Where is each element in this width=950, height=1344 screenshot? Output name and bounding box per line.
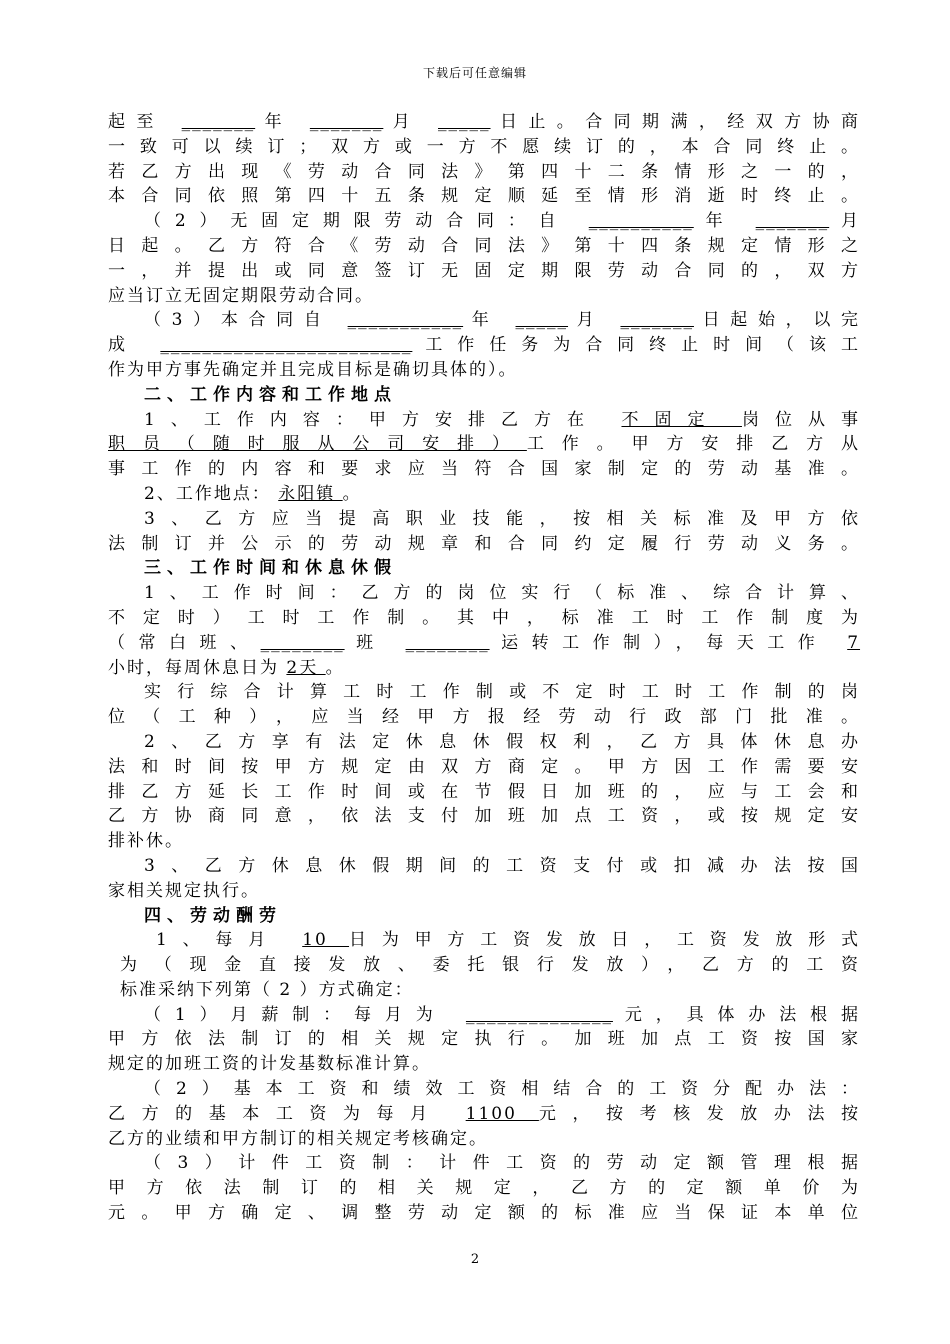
text-segment: （2）无固定期限劳动合同：自 bbox=[144, 211, 589, 232]
text-segment: 日止。合同期满，经双方协商 bbox=[490, 112, 860, 132]
text-line bbox=[108, 507, 860, 532]
text-segment: 1、每月 bbox=[156, 930, 303, 951]
text-segment: 位（工种），应当经甲方报经劳动行政部门批准。 bbox=[108, 707, 860, 728]
text-line bbox=[108, 1077, 860, 1102]
text-segment: （2）基本工资和绩效工资相结合的工资分配办法： bbox=[144, 1079, 860, 1100]
text-segment: 甲方依法制订的相关规定，乙方的定额单价为 bbox=[108, 1178, 860, 1199]
section-heading bbox=[108, 383, 860, 408]
text-line bbox=[108, 358, 860, 383]
text-segment: 3、乙方休息休假期间的工资支付或扣减办法按国 bbox=[144, 855, 860, 876]
text-line bbox=[108, 408, 860, 433]
text-segment: 小时，每周休息日为 bbox=[108, 657, 287, 678]
text-segment: 。 bbox=[342, 483, 362, 504]
text-segment: 家相关规定执行。 bbox=[108, 880, 260, 901]
underlined-field: 1100 bbox=[465, 1103, 539, 1124]
text-segment: 月 bbox=[383, 112, 439, 132]
text-segment: 一，并提出或同意签订无固定期限劳动合同的，双方 bbox=[108, 260, 860, 281]
text-line bbox=[108, 284, 860, 309]
text-segment: 元。甲方确定、调整劳动定额的标准应当保证本单位 bbox=[108, 1203, 860, 1224]
text-line bbox=[108, 879, 860, 904]
text-segment: 成 bbox=[108, 335, 161, 356]
text-segment: 四、劳动酬劳 bbox=[144, 905, 282, 926]
text-line bbox=[108, 680, 860, 705]
underlined-field: 永阳镇 bbox=[278, 483, 343, 504]
text-segment: 运转工作制），每天工作 bbox=[489, 632, 848, 653]
text-segment: 不定时）工时工作制。其中，标准工时工作制度为 bbox=[108, 607, 860, 628]
section-heading bbox=[108, 556, 860, 581]
text-segment: 规定的加班工资的计发基数标准计算。 bbox=[108, 1054, 431, 1075]
text-line bbox=[108, 532, 860, 557]
text-segment: 月 bbox=[829, 211, 861, 232]
text-segment: 事工作的内容和要求应当符合国家制定的劳动基准。 bbox=[108, 459, 860, 480]
text-segment: 乙方的基本工资为每月 bbox=[108, 1103, 466, 1124]
underlined-field: 不固定 bbox=[621, 409, 742, 430]
text-segment: 年 bbox=[255, 112, 310, 132]
text-line bbox=[108, 234, 860, 259]
underlined-field: _______ bbox=[620, 310, 694, 331]
text-segment: 年 bbox=[463, 310, 516, 331]
text-line bbox=[108, 1102, 860, 1127]
text-line bbox=[108, 184, 860, 209]
underlined-field: ________ bbox=[405, 632, 490, 653]
text-segment: 排乙方延长工作时间或在节假日加班的，应与工会和 bbox=[108, 781, 860, 802]
text-line bbox=[108, 135, 860, 160]
text-segment: 日为甲方工资发放日，工资发放形式 bbox=[349, 930, 860, 951]
document-body bbox=[108, 110, 860, 1226]
text-segment: 工作。甲方安排乙方从 bbox=[526, 434, 861, 455]
underlined-field: ________ bbox=[260, 632, 345, 653]
text-segment: （3）计件工资制：计件工资的劳动定额管理根据 bbox=[144, 1153, 860, 1174]
text-segment: 元，按考核发放办法按 bbox=[538, 1103, 861, 1124]
text-segment: 工作任务为合同终止时间（该工 bbox=[412, 335, 861, 356]
underlined-field: _______ bbox=[309, 112, 384, 132]
text-line bbox=[108, 854, 860, 879]
underlined-field: 2天 bbox=[286, 657, 326, 678]
text-segment: 2、乙方享有法定休息休假权利，乙方具体休息办 bbox=[144, 731, 860, 752]
text-line bbox=[108, 656, 860, 681]
text-segment: 作为甲方事先确定并且完成目标是确切具体的）。 bbox=[108, 359, 518, 380]
text-segment: 乙方协商同意，依法支付加班加点工资，或按规定安 bbox=[108, 806, 860, 827]
text-segment: 1、工作时间：乙方的岗位实行（标准、综合计算、 bbox=[144, 583, 860, 604]
text-segment: 3、乙方应当提高职业技能，按相关标准及甲方依 bbox=[144, 508, 860, 529]
text-line bbox=[108, 705, 860, 730]
text-segment: 元，具体办法根据 bbox=[612, 1004, 860, 1025]
text-segment: （1）月薪制：每月为 bbox=[144, 1004, 466, 1025]
text-line bbox=[108, 1176, 860, 1201]
text-segment: 起至 bbox=[108, 112, 182, 132]
text-segment: 三、工作时间和休息休假 bbox=[144, 558, 397, 579]
underlined-field: ______________ bbox=[465, 1004, 613, 1025]
text-segment: 本合同依照第四十五条规定顺延至情形消逝时终止。 bbox=[108, 186, 860, 207]
underlined-field: _______ bbox=[755, 211, 830, 232]
text-line bbox=[108, 978, 860, 1003]
page-header: 下载后可任意编辑 bbox=[422, 66, 527, 80]
text-segment: 乙方的业绩和甲方制订的相关规定考核确定。 bbox=[108, 1128, 488, 1149]
text-line bbox=[108, 804, 860, 829]
text-segment: 应当订立无固定期限劳动合同。 bbox=[108, 285, 374, 306]
text-segment: 2、工作地点： bbox=[144, 483, 279, 504]
text-segment: 班 bbox=[344, 632, 406, 653]
text-line bbox=[108, 730, 860, 755]
text-segment: 甲方依法制订的相关规定执行。加班加点工资按国家 bbox=[108, 1029, 860, 1050]
underlined-field: ________________________ bbox=[160, 335, 413, 356]
text-line bbox=[108, 581, 860, 606]
text-line bbox=[108, 432, 860, 457]
text-line bbox=[108, 755, 860, 780]
text-line bbox=[108, 259, 860, 284]
text-line bbox=[108, 209, 860, 234]
text-segment: 排补休。 bbox=[108, 831, 184, 852]
text-line bbox=[108, 953, 860, 978]
text-segment: 1、工作内容：甲方安排乙方在 bbox=[144, 409, 622, 430]
text-segment: （常白班、 bbox=[108, 632, 261, 653]
text-line bbox=[108, 457, 860, 482]
text-segment: 标准采纳下列第（ 2 ）方式确定： bbox=[120, 979, 414, 1000]
text-segment: 。 bbox=[325, 657, 345, 678]
text-segment: 一致可以续订；双方或一方不愿续订的，本合同终止。 bbox=[108, 136, 860, 157]
underlined-field: ___________ bbox=[347, 310, 464, 331]
text-segment: 二、工作内容和工作地点 bbox=[144, 384, 397, 405]
text-line bbox=[108, 829, 860, 854]
text-segment: 若乙方出现《劳动合同法》第四十二条情形之一的， bbox=[108, 161, 860, 182]
text-line bbox=[108, 606, 860, 631]
text-line bbox=[108, 1201, 860, 1226]
underlined-field: __________ bbox=[588, 211, 694, 232]
text-segment: 法和时间按甲方规定由双方商定。甲方因工作需要安 bbox=[108, 756, 860, 777]
text-line bbox=[108, 110, 860, 135]
text-segment: （3）本合同自 bbox=[144, 310, 348, 331]
text-line bbox=[108, 1052, 860, 1077]
text-segment: 实行综合计算工时工作制或不定时工时工作制的岗 bbox=[144, 682, 860, 703]
text-segment: 法制订并公示的劳动规章和合同约定履行劳动义务。 bbox=[108, 533, 860, 554]
text-line bbox=[108, 928, 860, 953]
text-line bbox=[108, 631, 860, 656]
underlined-field: _____ bbox=[438, 112, 491, 132]
text-line bbox=[108, 160, 860, 185]
page-number: 2 bbox=[470, 1252, 480, 1267]
underlined-field: 10 bbox=[302, 930, 350, 951]
text-line bbox=[108, 333, 860, 358]
underlined-field: _______ bbox=[181, 112, 256, 132]
text-line bbox=[108, 780, 860, 805]
text-segment: 岗位从事 bbox=[741, 409, 861, 430]
text-line bbox=[108, 1027, 860, 1052]
underlined-field: _____ bbox=[515, 310, 569, 331]
section-heading bbox=[108, 904, 860, 929]
text-line bbox=[108, 1151, 860, 1176]
text-line bbox=[108, 482, 860, 507]
text-line bbox=[108, 308, 860, 333]
text-line bbox=[108, 1127, 860, 1152]
text-segment: 日起。乙方符合《劳动合同法》第十四条规定情形之 bbox=[108, 235, 860, 256]
underlined-field: 职员（随时服从公司安排） bbox=[108, 434, 527, 455]
text-segment: 月 bbox=[568, 310, 621, 331]
underlined-field: 7 bbox=[847, 632, 861, 653]
text-segment: 为（现金直接发放、委托银行发放），乙方的工资 bbox=[120, 955, 860, 976]
text-segment: 年 bbox=[693, 211, 756, 232]
text-line bbox=[108, 1003, 860, 1028]
text-segment: 日起始，以完 bbox=[693, 310, 860, 331]
